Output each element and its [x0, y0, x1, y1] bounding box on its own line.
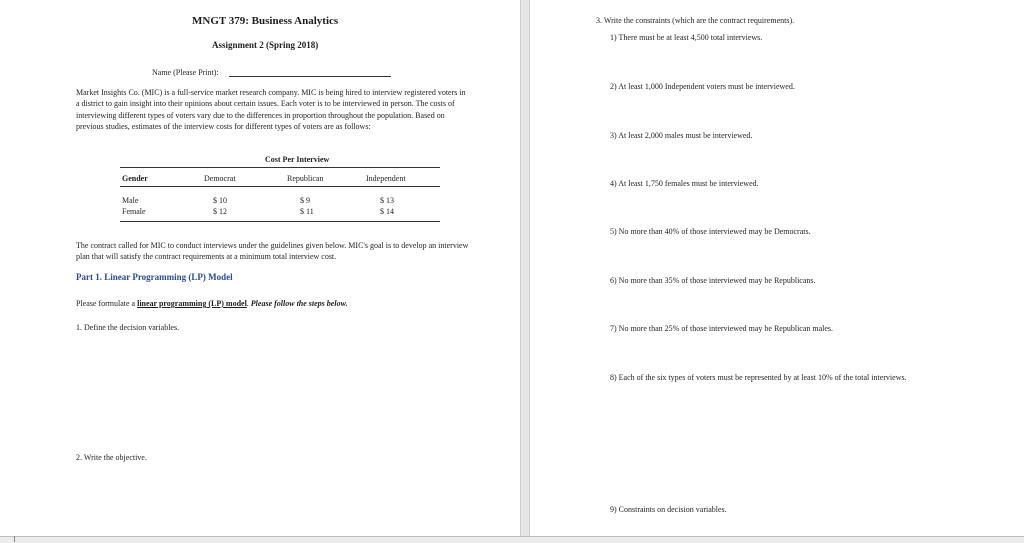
row-male-label: Male — [122, 196, 139, 205]
constraint-1: 1) There must be at least 4,500 total interviews. — [610, 33, 763, 42]
table-header-gender: Gender — [122, 174, 148, 183]
course-title: MNGT 379: Business Analytics — [192, 15, 339, 27]
page-gutter — [520, 0, 530, 536]
instruction-line — [76, 298, 348, 310]
row-female-independent: $ 14 — [380, 207, 394, 216]
right-document-page — [530, 0, 1024, 536]
table-bottom-rule — [120, 221, 440, 222]
question-2: 2. Write the objective. — [76, 453, 147, 462]
constraint-6: 6) No more than 35% of those interviewed may be Republicans. — [610, 276, 816, 285]
assignment-title: Assignment 2 (Spring 2018) — [212, 40, 319, 50]
viewer-bottom-tab[interactable] — [0, 536, 15, 542]
table-header-rule — [120, 186, 440, 187]
name-label: Name (Please Print): — [152, 68, 219, 77]
constraint-8: 8) Each of the six types of voters must be represented by at least 10% of the total interviews. — [610, 373, 907, 382]
instruction-emphasis: Please follow the steps below. — [250, 299, 348, 308]
table-header-independent: Independent — [366, 174, 406, 183]
constraint-2: 2) At least 1,000 Independent voters must be interviewed. — [610, 82, 795, 91]
intro-paragraph: Market Insights Co. (MIC) is a full-service market research company. MIC is being hired to interview registered voters in a district to gain insight into their opinions about certain issues. Each voter is to be interviewed in person. The costs of interviewing different types of voters vary due to the differences in proportion throughout the population. Based on previous studies, estimates of the interview costs for different types of voters are as follows: — [76, 88, 466, 131]
constraint-3: 3) At least 2,000 males must be interviewed. — [610, 131, 753, 140]
constraint-9: 9) Constraints on decision variables. — [610, 505, 727, 514]
name-blank-line — [229, 76, 391, 77]
table-header-democrat: Democrat — [204, 174, 236, 183]
row-female-label: Female — [122, 207, 146, 216]
table-header-republican: Republican — [287, 174, 324, 183]
instruction-linear-programming-term: linear programming (LP) model — [137, 299, 247, 308]
contract-paragraph: The contract called for MIC to conduct interviews under the guidelines given below. MIC's goal is to develop an interview plan that will satisfy the contract requirements at a minimum total interview cost. — [76, 241, 469, 262]
row-male-independent: $ 13 — [380, 196, 394, 205]
constraint-7: 7) No more than 25% of those interviewed may be Republican males. — [610, 324, 834, 333]
row-male-republican: $ 9 — [300, 196, 310, 205]
question-3: 3. Write the constraints (which are the contract requirements). — [596, 16, 795, 25]
row-female-republican: $ 11 — [300, 207, 314, 216]
constraint-4: 4) At least 1,750 females must be interviewed. — [610, 179, 759, 188]
question-1: 1. Define the decision variables. — [76, 323, 180, 332]
row-male-democrat: $ 10 — [213, 196, 227, 205]
part-heading: Part 1. Linear Programming (LP) Model — [76, 272, 233, 282]
table-caption: Cost Per Interview — [265, 155, 330, 164]
instruction-prefix: Please formulate a — [76, 299, 138, 308]
instruction-suffix: . — [246, 299, 251, 308]
table-top-rule — [120, 167, 440, 168]
row-female-democrat: $ 12 — [213, 207, 227, 216]
constraint-5: 5) No more than 40% of those interviewed may be Democrats. — [610, 227, 811, 236]
